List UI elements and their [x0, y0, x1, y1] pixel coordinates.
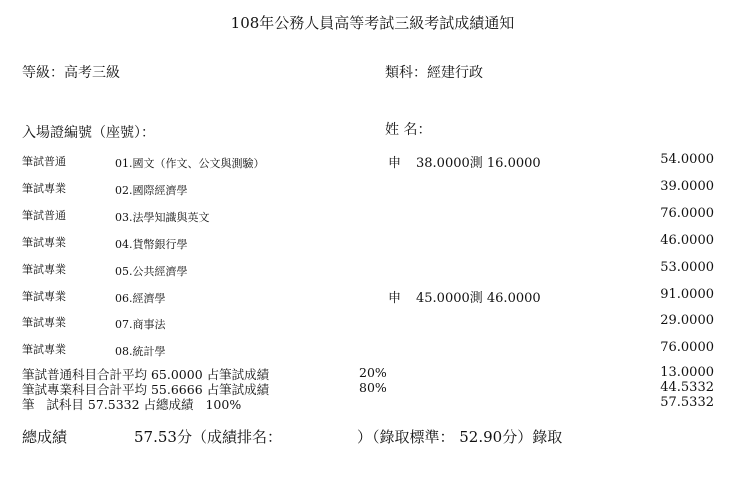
row-type: 筆試普通 — [22, 209, 66, 222]
row-subject: 08.統計學 — [115, 345, 166, 358]
total-score-value: 57.53分（成績排名： — [134, 428, 282, 446]
row-score: 53.0000 — [660, 260, 714, 275]
row-type: 筆試專業 — [22, 343, 66, 356]
summary-line: 筆試普通科目合計平均 65.0000 占筆試成績 — [22, 367, 270, 382]
row-detail: 45.0000測 46.0000 — [416, 291, 541, 306]
summary-line: 筆 試科目 57.5332 占總成績 100% — [22, 397, 242, 412]
row-subject: 02.國際經濟學 — [115, 184, 188, 197]
summary-score: 13.0000 — [660, 365, 714, 380]
row-score: 54.0000 — [660, 152, 714, 167]
row-subject: 06.經濟學 — [115, 292, 166, 305]
row-score: 39.0000 — [660, 179, 714, 194]
row-subject: 01.國文（作文、公文與測驗） — [115, 157, 265, 170]
name-label: 姓 名： — [385, 122, 432, 138]
row-score: 76.0000 — [660, 340, 714, 355]
row-detail: 38.0000測 16.0000 — [416, 156, 541, 171]
row-marker: 申 — [388, 156, 402, 171]
admission-number-label: 入場證編號（座號）： — [22, 125, 155, 141]
row-score: 46.0000 — [660, 233, 714, 248]
row-score: 76.0000 — [660, 206, 714, 221]
summary-percent: 20% — [359, 365, 387, 380]
summary-score: 44.5332 — [660, 380, 714, 395]
row-marker: 申 — [388, 291, 402, 306]
summary-line: 筆試專業科目合計平均 55.6666 占筆試成績 — [22, 382, 270, 397]
summary-score: 57.5332 — [660, 395, 714, 410]
row-subject: 07.商事法 — [115, 318, 166, 331]
page-title: 108年公務人員高等考試三級考試成績通知 — [230, 14, 515, 32]
row-score: 29.0000 — [660, 313, 714, 328]
row-type: 筆試專業 — [22, 290, 66, 303]
total-score-label: 總成績 — [22, 428, 68, 446]
row-score: 91.0000 — [660, 287, 714, 302]
exam-category: 類科：經建行政 — [385, 65, 483, 81]
summary-percent: 80% — [359, 380, 387, 395]
row-subject: 04.貨幣銀行學 — [115, 238, 188, 251]
row-subject: 05.公共經濟學 — [115, 265, 188, 278]
row-type: 筆試專業 — [22, 263, 66, 276]
row-type: 筆試專業 — [22, 182, 66, 195]
row-type: 筆試專業 — [22, 236, 66, 249]
row-type: 筆試普通 — [22, 155, 66, 168]
admission-standard: ）（錄取標準： 52.90分）錄取 — [357, 428, 563, 446]
row-type: 筆試專業 — [22, 316, 66, 329]
exam-level: 等級：高考三級 — [22, 65, 120, 81]
row-subject: 03.法學知識與英文 — [115, 211, 210, 224]
